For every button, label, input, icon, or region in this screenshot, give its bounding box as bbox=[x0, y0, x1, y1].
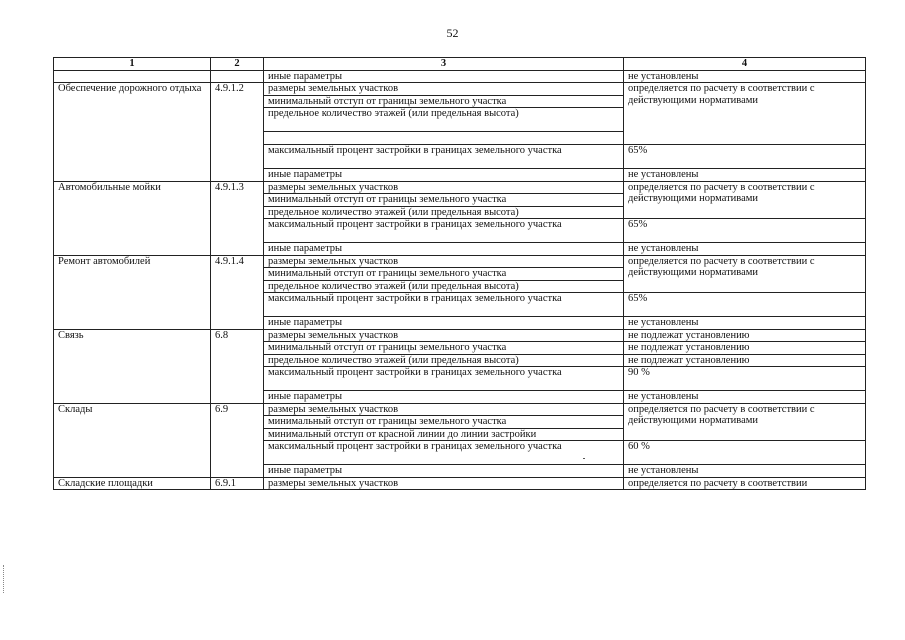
parameter-cell: минимальный отступ от красной линии до линии застройки bbox=[264, 428, 624, 441]
parameter-cell: иные параметры bbox=[264, 70, 624, 83]
parameter-cell: максимальный процент застройки в границах земельного участка bbox=[264, 367, 624, 391]
column-header-2: 2 bbox=[211, 58, 264, 71]
parameter-cell: минимальный отступ от границы земельного участка bbox=[264, 194, 624, 207]
value-cell: 60 % bbox=[624, 441, 866, 465]
code-cell: 6.8 bbox=[211, 329, 264, 403]
parameter-cell: предельное количество этажей (или предельная высота) bbox=[264, 354, 624, 367]
code-cell: 4.9.1.4 bbox=[211, 255, 264, 329]
value-cell: определяется по расчету в соответствии с действующими нормативами bbox=[624, 403, 866, 441]
parameter-cell: размеры земельных участков bbox=[264, 403, 624, 416]
parameter-cell: минимальный отступ от границы земельного участка bbox=[264, 416, 624, 429]
parameter-cell: предельное количество этажей (или предельная высота) bbox=[264, 280, 624, 293]
scan-artifact bbox=[3, 565, 7, 593]
parameter-cell: минимальный отступ от границы земельного участка bbox=[264, 95, 624, 108]
scan-speck bbox=[583, 458, 585, 459]
value-cell: не установлены bbox=[624, 465, 866, 478]
use-type-cell: Ремонт автомобилей bbox=[54, 255, 211, 329]
page-number: 52 bbox=[446, 26, 459, 40]
parameter-cell: иные параметры bbox=[264, 243, 624, 256]
parameter-cell: размеры земельных участков bbox=[264, 329, 624, 342]
parameter-cell: иные параметры bbox=[264, 391, 624, 404]
value-cell: определяется по расчету в соответствии bbox=[624, 477, 866, 490]
table-row bbox=[54, 477, 866, 490]
use-type-cell: Обеспечение дорожного отдыха bbox=[54, 83, 211, 182]
value-cell: не подлежат установлению bbox=[624, 342, 866, 355]
table-row bbox=[54, 403, 866, 416]
value-cell: не установлены bbox=[624, 169, 866, 182]
table-header-row bbox=[54, 58, 866, 71]
code-cell: 4.9.1.3 bbox=[211, 181, 264, 255]
column-header-4: 4 bbox=[624, 58, 866, 71]
parameter-cell: максимальный процент застройки в границах земельного участка bbox=[264, 219, 624, 243]
parameter-cell: предельное количество этажей (или предельная высота) bbox=[264, 108, 624, 132]
parameter-cell: максимальный процент застройки в границах земельного участка bbox=[264, 441, 624, 465]
table-row bbox=[54, 70, 866, 83]
value-cell: не подлежат установлению bbox=[624, 329, 866, 342]
parameter-cell: иные параметры bbox=[264, 465, 624, 478]
code-cell: 4.9.1.2 bbox=[211, 83, 264, 182]
zoning-parameters-table bbox=[53, 57, 866, 490]
use-type-cell: Связь bbox=[54, 329, 211, 403]
value-cell: определяется по расчету в соответствии с действующими нормативами bbox=[624, 83, 866, 145]
value-cell: не подлежат установлению bbox=[624, 354, 866, 367]
value-cell: не установлены bbox=[624, 391, 866, 404]
use-type-cell: Склады bbox=[54, 403, 211, 477]
table-row bbox=[54, 83, 866, 96]
value-cell: 65% bbox=[624, 219, 866, 243]
value-cell: не установлены bbox=[624, 317, 866, 330]
table-row bbox=[54, 329, 866, 342]
use-type-cell: Складские площадки bbox=[54, 477, 211, 490]
parameter-cell: иные параметры bbox=[264, 317, 624, 330]
code-cell bbox=[211, 70, 264, 83]
column-header-1: 1 bbox=[54, 58, 211, 71]
value-cell: 65% bbox=[624, 145, 866, 169]
parameter-cell bbox=[264, 132, 624, 145]
parameter-cell: минимальный отступ от границы земельного участка bbox=[264, 342, 624, 355]
parameter-cell: размеры земельных участков bbox=[264, 181, 624, 194]
value-cell: определяется по расчету в соответствии с действующими нормативами bbox=[624, 181, 866, 219]
parameter-cell: размеры земельных участков bbox=[264, 255, 624, 268]
value-cell: не установлены bbox=[624, 70, 866, 83]
parameter-cell: размеры земельных участков bbox=[264, 83, 624, 96]
value-cell: определяется по расчету в соответствии с действующими нормативами bbox=[624, 255, 866, 293]
use-type-cell bbox=[54, 70, 211, 83]
code-cell: 6.9 bbox=[211, 403, 264, 477]
value-cell: 65% bbox=[624, 293, 866, 317]
parameter-cell: размеры земельных участков bbox=[264, 477, 624, 490]
parameter-cell: максимальный процент застройки в границах земельного участка bbox=[264, 145, 624, 169]
use-type-cell: Автомобильные мойки bbox=[54, 181, 211, 255]
parameter-cell: максимальный процент застройки в границах земельного участка bbox=[264, 293, 624, 317]
value-cell: не установлены bbox=[624, 243, 866, 256]
code-cell: 6.9.1 bbox=[211, 477, 264, 490]
value-cell: 90 % bbox=[624, 367, 866, 391]
column-header-3: 3 bbox=[264, 58, 624, 71]
parameter-cell: иные параметры bbox=[264, 169, 624, 182]
table-row bbox=[54, 181, 866, 194]
parameter-cell: минимальный отступ от границы земельного участка bbox=[264, 268, 624, 281]
table-row bbox=[54, 255, 866, 268]
parameter-cell: предельное количество этажей (или предельная высота) bbox=[264, 206, 624, 219]
